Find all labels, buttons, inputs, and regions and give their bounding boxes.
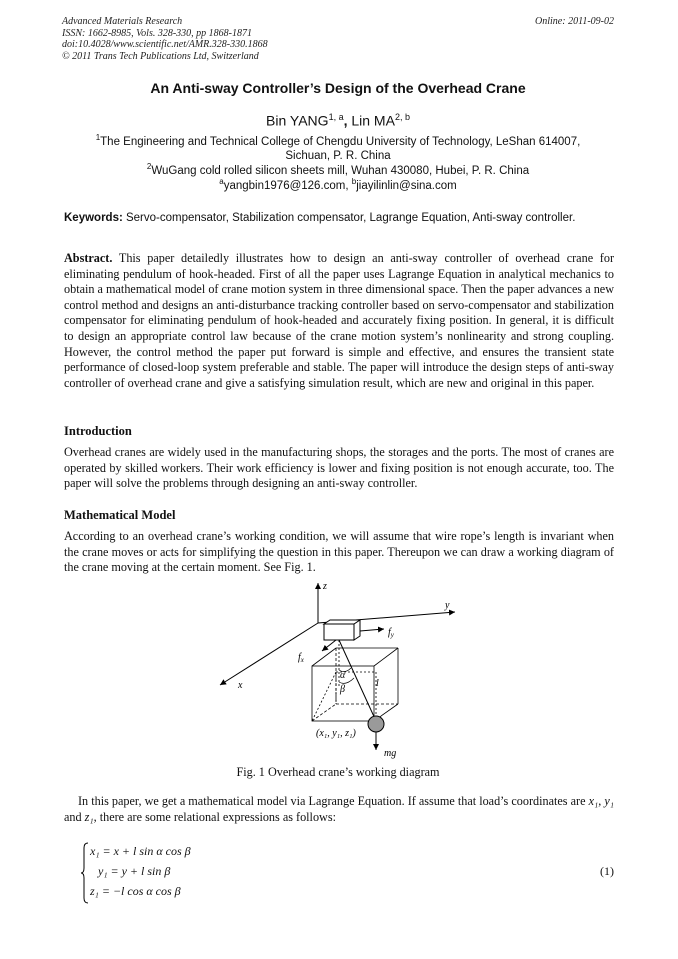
keywords-label: Keywords:: [64, 212, 123, 224]
issn: ISSN: 1662-8985, Vols. 328-330, pp 1868-1871: [62, 27, 252, 39]
author-1-name: Bin YANG: [266, 112, 329, 129]
label-x: x: [238, 680, 243, 691]
paper-title: An Anti-sway Controller’s Design of the Overhead Crane: [150, 80, 526, 96]
equation-row-3: z₁ = −l cos α cos β: [90, 884, 181, 898]
journal-name: Advanced Materials Research: [62, 16, 183, 27]
affiliation-1: [62, 131, 614, 163]
email-b: jiayilinlin@sina.com: [356, 179, 457, 192]
lagrange-paragraph: In this paper, we get a mathematical model via Lagrange Equation. If assume that load’s coordinates are x₁, y₁ and z₁, there are some relational expressions as follows:: [64, 794, 615, 824]
journal-header: [62, 16, 614, 62]
fy-arrow: [360, 629, 384, 631]
label-l: l: [376, 678, 379, 689]
label-beta: β: [340, 684, 345, 695]
aff1-sup: 1: [95, 133, 101, 142]
online-date: Online: 2011-09-02: [535, 16, 614, 27]
email-a: yangbin1976@126.com,: [223, 179, 352, 192]
abstract: [64, 251, 614, 391]
equation-row-2: y₁ = y + l sin β: [98, 864, 171, 878]
emails: [62, 175, 614, 193]
aff2-sup: 2: [146, 162, 152, 171]
figure-caption: Fig. 1 Overhead crane’s working diagram: [236, 765, 440, 779]
label-fx: $f_x$: [298, 652, 304, 664]
keywords-text: Servo-compensator, Stabilization compensator, Lagrange Equation, Anti-sway controller.: [122, 212, 576, 224]
aff1-line1: The Engineering and Technical College of Chengdu University of Technology, LeShan 614007,: [100, 135, 581, 148]
label-mg: mg: [384, 748, 397, 759]
abstract-label: Abstract.: [64, 251, 113, 265]
introduction-heading: Introduction: [64, 424, 132, 438]
equation-1: [70, 842, 622, 904]
math-model-text: According to an overhead crane’s working condition, we will assume that wire rope’s length is invariant when the crane moves or acts for simplifying the question in this paper. Thereupon we can draw a working diagram of the crane moving at the certain moment. See Fig. 1.: [64, 529, 614, 575]
doi: doi:10.4028/www.scientific.net/AMR.328-330.1868: [62, 39, 268, 50]
introduction-text: Overhead cranes are widely used in the manufacturing shops, the storages and the ports. The most of cranes are operated by skilled workers. Their work efficiency is lower and fixing position is not enough accurate, too. The paper will solve the problems through designing an anti-sway controller.: [64, 445, 614, 491]
author-1-sup: 1, a: [328, 112, 344, 122]
equation-row-1: x₁ = x + l sin α cos β: [90, 844, 191, 858]
author-2-name: Lin MA: [351, 112, 395, 129]
keywords: [64, 211, 614, 225]
label-y: y: [445, 600, 450, 611]
author-separator: ,: [343, 112, 352, 129]
author-2-sup: 2, b: [394, 112, 410, 122]
load-ball: [368, 716, 384, 732]
label-alpha: α: [340, 670, 346, 681]
projection-box: [312, 648, 398, 721]
label-fy: $f_y$: [388, 627, 394, 639]
aff2-text: WuGang cold rolled silicon sheets mill, Wuhan 430080, Hubei, P. R. China: [151, 164, 530, 177]
coord-z1: z₁: [84, 809, 94, 824]
coord-x1: x₁: [588, 794, 599, 808]
aff1-line2: Sichuan, P. R. China: [285, 149, 391, 162]
equation-number: (1): [600, 864, 614, 878]
label-z: z: [323, 581, 327, 592]
email-b-sup: b: [351, 177, 357, 186]
crane-diagram: [200, 578, 460, 760]
coord-y1: y₁: [604, 794, 615, 808]
email-a-sup: a: [219, 177, 224, 186]
x-axis: [220, 623, 318, 685]
abstract-text: This paper detailedly illustrates how to design an anti-sway controller of overhead crane for eliminating pendulum of hook-headed. First of all the paper uses Lagrange Equation in analytical mechanics to obtain a mathematical model of crane motion system in three dimensional space. Then the paper advances a new control method and designs an anti-disturbance tracking controller based on servo-compensator and stabilization compensator for eliminating pendulum of hook-headed and accurately fixing position. In general, it is difficult to design an appropriate control law because of the crane motion system’s nonlinearity and strong coupling. However, the control method the paper put forward is simple and effective, and ensures the transient state performance of closed-loop system preferable and stable. The paper will introduce the design steps of anti-sway controller of overhead crane and give a satisfying simulation result, which are new and original in this paper.: [64, 251, 614, 390]
trolley: [324, 624, 354, 640]
label-point: (x₁, y₁, z₁): [316, 728, 356, 739]
math-model-heading: Mathematical Model: [64, 508, 176, 522]
authors: [62, 112, 614, 129]
left-brace: [80, 842, 90, 904]
copyright: © 2011 Trans Tech Publications Ltd, Switzerland: [62, 50, 259, 62]
